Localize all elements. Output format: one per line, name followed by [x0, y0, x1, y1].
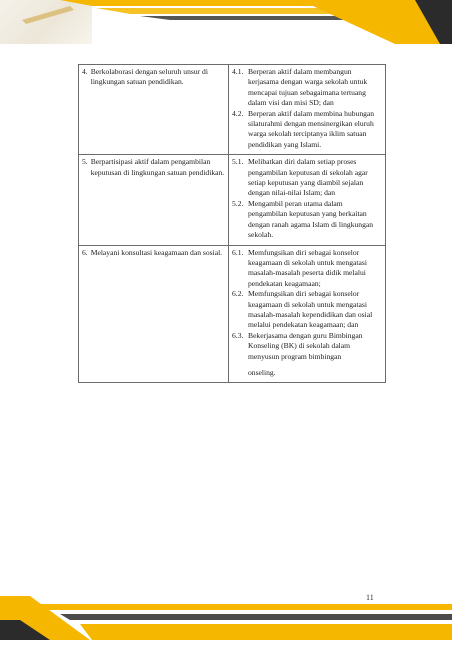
table-row [79, 155, 386, 245]
indicator-number: 5.1. [232, 157, 244, 167]
row-number: 6. [82, 247, 88, 257]
indicator-text: Berperan aktif dalam membangun kerjasama dengan warga sekolah untuk mencapai tujuan sebagaimana tertuang dalam visi dan misi SD; dan [248, 67, 368, 108]
right-cell [229, 155, 386, 245]
footer-banner [0, 574, 452, 640]
indicator-item [232, 289, 382, 331]
header-banner [0, 0, 452, 44]
indicator-text: Bekerjasama dengan guru Bimbingan Konseling (BK) di sekolah dalam menyusun program bimbingan [248, 330, 363, 361]
row-number: 4. [82, 67, 88, 76]
indicator-item [232, 157, 382, 199]
indicator-number: 5.2. [232, 198, 244, 208]
competency-text: Melayani konsultasi keagamaan dan sosial. [90, 247, 223, 257]
competency-text: Berpartisipasi aktif dalam pengambilan keputusan di lingkungan satuan pendidikan. [90, 157, 225, 177]
indicator-number: 4.2. [232, 108, 244, 118]
indicator-text: Memfungsikan diri sebagai konselor keagamaan di sekolah untuk mengatasi masalah-masalah peserta didik melalui pendekatan keagamaan; [248, 247, 367, 288]
indicator-number: 6.1. [232, 247, 244, 257]
left-cell [79, 155, 229, 245]
right-cell [229, 65, 386, 155]
indicator-item [232, 248, 382, 290]
indicator-item [232, 67, 382, 109]
indicator-text: Melibatkan diri dalam setiap proses pengambilan keputusan di sekolah agar setiap keputusan yang diambil sejalan dengan nilai-nilai Islam; dan [248, 157, 368, 198]
indicator-text: Berperan aktif dalam membina hubungan silaturahmi dengan mensinergikan eluruh warga sekolah terciptanya iklim satuan pendidikan yang Islami. [248, 108, 375, 149]
left-cell [79, 65, 229, 155]
page-number: 11 [366, 593, 374, 602]
indicator-item [232, 199, 382, 241]
row-number: 5. [82, 157, 88, 167]
indicator-text: Memfungsikan diri sebagai konselor keagamaan di sekolah untuk mengatasi masalah-masalah kependidikan dan osial melalui pendekatan keagamaan; dan [248, 289, 373, 330]
table-row [79, 245, 386, 383]
left-cell [79, 245, 229, 383]
indicator-item [232, 331, 382, 362]
table-row [79, 65, 386, 155]
header-stripes-graphic [0, 0, 452, 44]
indicator-text: Mengambil peran utama dalam pengambilan keputusan yang berkaitan dengan ranah agama Islam di lingkungan sekolah. [248, 198, 374, 240]
indicator-number: 4.1. [232, 67, 244, 76]
right-cell [229, 245, 386, 383]
indicator-continuation: onseling. [248, 367, 276, 377]
competency-table [78, 64, 386, 383]
competency-text: Berkolaborasi dengan seluruh unsur di lingkungan satuan pendidikan. [90, 67, 208, 87]
footer-stripes-graphic [0, 574, 452, 640]
indicator-number: 6.3. [232, 330, 244, 340]
indicator-item [232, 109, 382, 151]
indicator-number: 6.2. [232, 289, 244, 299]
